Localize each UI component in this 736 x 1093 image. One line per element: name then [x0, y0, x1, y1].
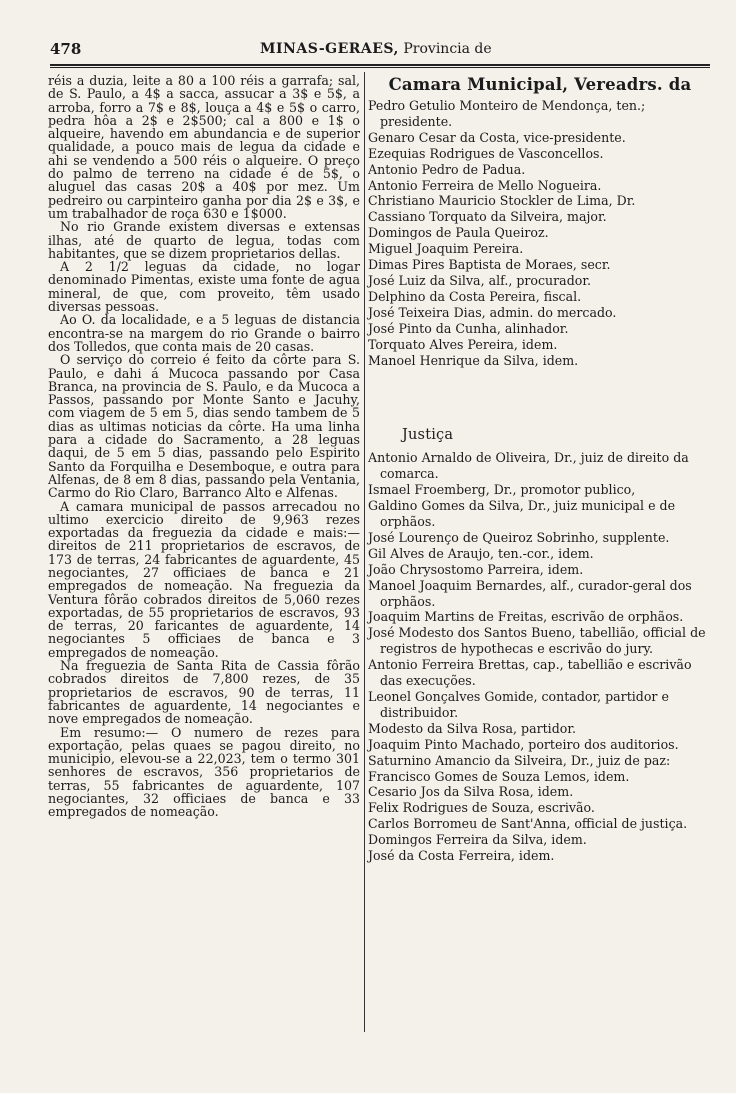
- camara-list: [368, 98, 712, 368]
- list-item: Ezequias Rodrigues de Vasconcellos.: [368, 145, 604, 161]
- list-item: Domingos de Paula Queiroz.: [368, 225, 549, 241]
- list-item: Ismael Froemberg, Dr., promotor publico,: [368, 482, 636, 498]
- list-item: Cassiano Torquato da Silveira, major.: [368, 209, 607, 225]
- page-header: [50, 40, 710, 62]
- list-item: Manoel Henrique da Silva, idem.: [368, 352, 579, 368]
- paragraph-mail-service: O serviço do correio é feito da côrte para S. Paulo, e dahi á Mucoca passando por Casa Branca, na provincia de S. Paulo, e da Mucoca a Passos, passando por Monte Santo e Jacuhy, com viagem de 5 em 5, dias sendo tambem de 5 dias as ultimas noticias da côrte. Ha uma linha para a cidade do Sacramento, a 28 leguas daqui, de 5 em 5 dias, passando pelo Espirito Santo da Forquilha e Desemboque, e outra para Alfenas, de 8 em 8 dias, passando pela Ventania, Carmo do Rio Claro, Barranco Alto e Alfenas.: [48, 352, 360, 501]
- list-item: Genaro Cesar da Costa, vice-presidente.: [368, 129, 626, 145]
- list-item: Carlos Borromeu de Sant'Anna, official de justiça.: [368, 816, 688, 832]
- list-item: Delphino da Costa Pereira, fiscal.: [368, 288, 582, 304]
- list-item: Gil Alves de Araujo, ten.-cor., idem.: [368, 545, 594, 561]
- list-item: Antonio Ferreira de Mello Nogueira.: [368, 177, 602, 193]
- list-item: Dimas Pires Baptista de Moraes, secr.: [368, 257, 611, 273]
- paragraph-prices: réis a duzia, leite a 80 a 100 réis a garrafa; sal, de S. Paulo, a 4$ a sacca, assucar a 3$ e 5$, a arroba, forro a 7$ e 8$, louça a 4$ e 5$ o carro, pedra hôa a 2$ e 2$500; cal a 800 e 1$ o alqueire, havendo em abundancia e de superior qualidade, a pouco mais de legua da cidade e ahi se vendendo a 500 réis o alqueire. O preço do palmo de terreno na cidade é de 5$, o aluguel das casas 20$ a 40$ por mez. Um pedreiro ou carpinteiro ganha por dia 2$ e 3$, e um trabalhador de roça 630 e 1$000.: [48, 73, 360, 221]
- list-item: Miguel Joaquim Pereira.: [368, 241, 524, 257]
- camara-heading: Camara Municipal, Vereadrs. da: [388, 75, 692, 94]
- list-item: Joaquim Pinto Machado, porteiro dos auditorios.: [368, 736, 679, 752]
- column-divider: [364, 72, 365, 1032]
- list-item: João Chrysostomo Parreira, idem.: [368, 561, 584, 577]
- header-rule: [50, 64, 710, 66]
- list-item: José Luiz da Silva, alf., procurador.: [368, 272, 591, 288]
- paragraph-camara-revenue: A camara municipal de passos arrecadou no ultimo exercicio direito de 9,963 rezes exportadas da freguezia da cidade e mais:—direitos de 211 proprietarios de escravos, de 173 de terras, 24 fabricantes de aguardente, 45 negociantes, 27 officiaes de banca e 21 empregados de nomeação. Na freguezia da Ventura fôrão cobrados direitos de 5,060 rezes exportadas, de 55 proprietarios de escravos, 93 de terras, 20 faricantes de aguardente, 14 negociantes 5 officiaes de banca e 3 empregados de nomeação.: [48, 498, 360, 660]
- justica-heading: Justiça: [402, 427, 454, 444]
- list-item: José da Costa Ferreira, idem.: [368, 848, 555, 864]
- list-item: Francisco Gomes de Souza Lemos, idem.: [368, 768, 630, 784]
- header-rule-thin: [50, 67, 710, 68]
- running-title-sub: Provincia de: [403, 41, 492, 57]
- list-item: Christiano Mauricio Stockler de Lima, Dr.: [368, 193, 636, 209]
- list-item: Joaquim Martins de Freitas, escrivão de orphãos.: [368, 609, 684, 625]
- paragraph-summary: Em resumo:— O numero de rezes para exportação, pelas quaes se pagou direito, no municipio, elevou-se a 22,023, tem o termo 301 senhores de escravos, 356 proprietarios de terras, 55 fabricantes de aguardente, 107 negociantes, 32 officiaes de banca e 33 empregados de nomeação.: [48, 724, 360, 820]
- list-item: Pedro Getulio Monteiro de Mendonça, ten.; presidente.: [368, 98, 646, 129]
- list-item: Modesto da Silva Rosa, partidor.: [368, 720, 576, 736]
- running-title-main: MINAS-GERAES,: [260, 41, 399, 57]
- list-item: Cesario Jos da Silva Rosa, idem.: [368, 784, 574, 800]
- running-title: [260, 41, 492, 57]
- list-item: Saturnino Amancio da Silveira, Dr., juiz de paz:: [368, 752, 671, 768]
- list-item: Antonio Ferreira Brettas, cap., tabellião e escrivão das execuções.: [368, 657, 692, 689]
- paragraph-mineral-spring: A 2 1/2 leguas da cidade, no logar denominado Pimentas, existe uma fonte de agua mineral, de que, com proveito, têm usado diversas pessoas.: [48, 259, 360, 315]
- page-number: 478: [50, 40, 82, 58]
- paragraph-tolledos: Ao O. da localidade, e a 5 leguas de distancia encontra-se na margem do rio Grande o bairro dos Tolledos, que conta mais de 20 casas.: [48, 312, 360, 354]
- paragraph-santa-rita: Na freguezia de Santa Rita de Cassia fôrão cobrados direitos de 7,800 rezes, de 35 proprietarios de escravos, 90 de terras, 11 fabricantes de aguardente, 14 negociantes e nove empregados de nomeação.: [48, 658, 360, 727]
- left-column: [48, 74, 360, 819]
- justica-list: [368, 450, 712, 864]
- right-column: [368, 74, 712, 864]
- list-item: Felix Rodrigues de Souza, escrivão.: [368, 800, 595, 816]
- list-item: Antonio Arnaldo de Oliveira, Dr., juiz de direito da comarca.: [368, 450, 689, 482]
- list-item: Leonel Gonçalves Gomide, contador, partidor e distribuidor.: [368, 689, 669, 720]
- list-item: José Lourenço de Queiroz Sobrinho, supplente.: [368, 529, 670, 545]
- list-item: José Teixeira Dias, admin. do mercado.: [368, 304, 617, 320]
- list-item: José Modesto dos Santos Bueno, tabellião, official de registros de hypothecas e escrivão do jury.: [368, 625, 706, 657]
- list-item: Torquato Alves Pereira, idem.: [368, 336, 558, 352]
- list-item: Manoel Joaquim Bernardes, alf., curador-geral dos orphãos.: [368, 577, 692, 609]
- list-item: José Pinto da Cunha, alinhador.: [368, 320, 569, 336]
- list-item: Galdino Gomes da Silva, Dr., juiz municipal e de orphãos.: [368, 498, 676, 530]
- paragraph-islands: No rio Grande existem diversas e extensas ilhas, até de quarto de legua, todas com habitantes, que se dizem proprietarios dellas.: [48, 219, 360, 261]
- list-item: Domingos Ferreira da Silva, idem.: [368, 832, 587, 848]
- list-item: Antonio Pedro de Padua.: [368, 161, 526, 177]
